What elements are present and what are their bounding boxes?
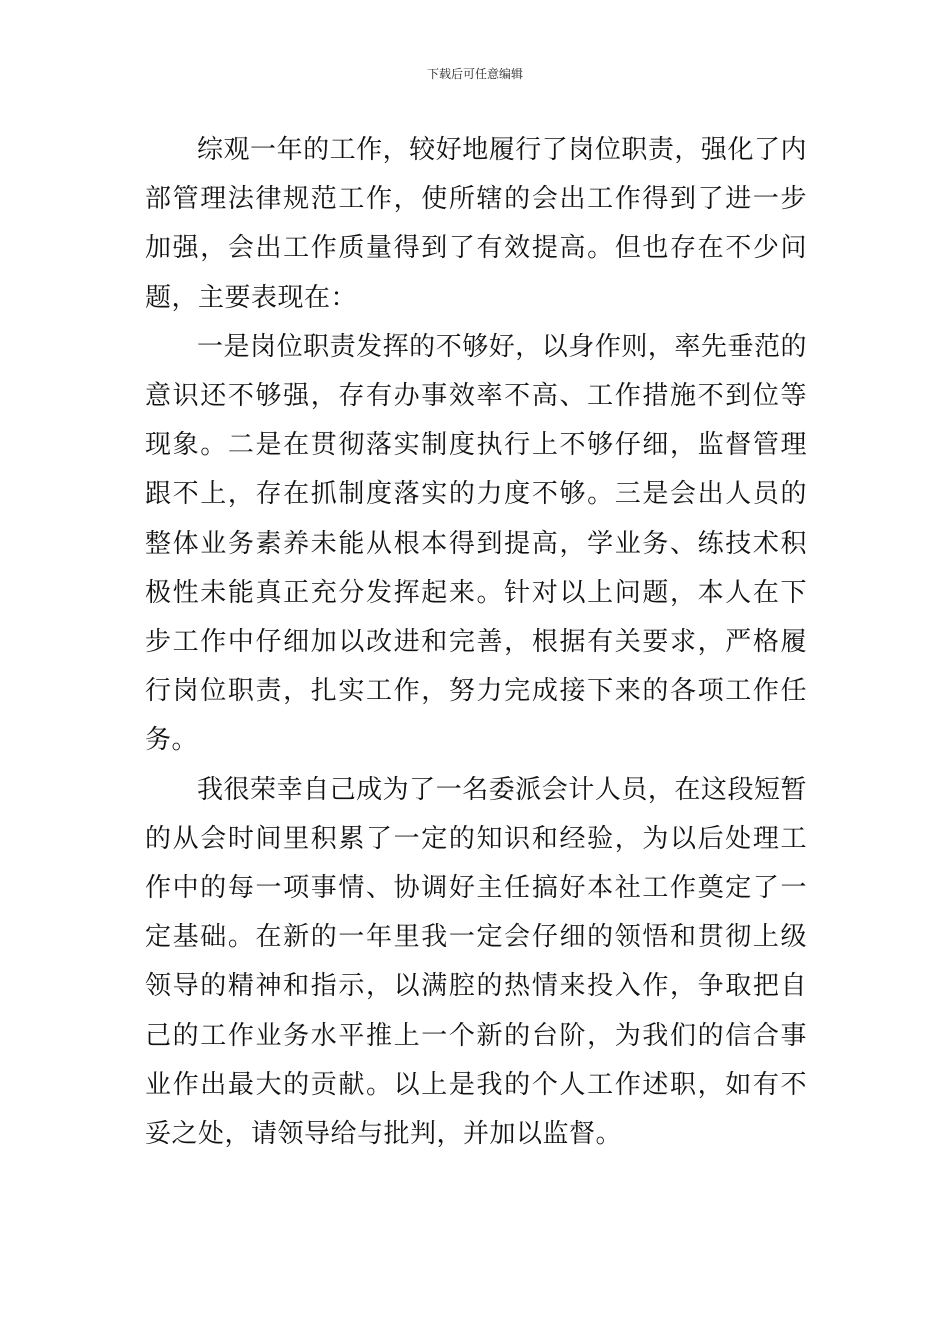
paragraph-conclusion: 我很荣幸自己成为了一名委派会计人员，在这段短暂的从会时间里积累了一定的知识和经验，为以后处理工作中的每一项事情、协调好主任搞好本社工作奠定了一定基础。在新的一年里我一定会仔细的领悟和贯彻上级领导的精神和指示，以满腔的热情来投入作，争取把自己的工作业务水平推上一个新的台阶，为我们的信合事业作出最大的贡献。以上是我的个人工作述职，如有不妥之处，请领导给与批判，并加以监督。 — [145, 774, 807, 1150]
page-header-note: 下载后可任意编辑 — [426, 67, 523, 81]
paragraph-problems: 一是岗位职责发挥的不够好，以身作则，率先垂范的意识还不够强，存有办事效率不高、工作措施不到位等现象。二是在贯彻落实制度执行上不够仔细，监督管理跟不上，存在抓制度落实的力度不够。三是会出人员的整体业务素养未能从根本得到提高，学业务、练技术积极性未能真正充分发挥起来。针对以上问题，本人在下步工作中仔细加以改进和完善，根据有关要求，严格履行岗位职责，扎实工作，努力完成接下来的各项工作任务。 — [145, 331, 807, 756]
paragraph-summary: 综观一年的工作，较好地履行了岗位职责，强化了内部管理法律规范工作，使所辖的会出工作得到了进一步加强，会出工作质量得到了有效提高。但也存在不少问题，主要表现在： — [145, 135, 807, 313]
document-body — [145, 126, 807, 1159]
